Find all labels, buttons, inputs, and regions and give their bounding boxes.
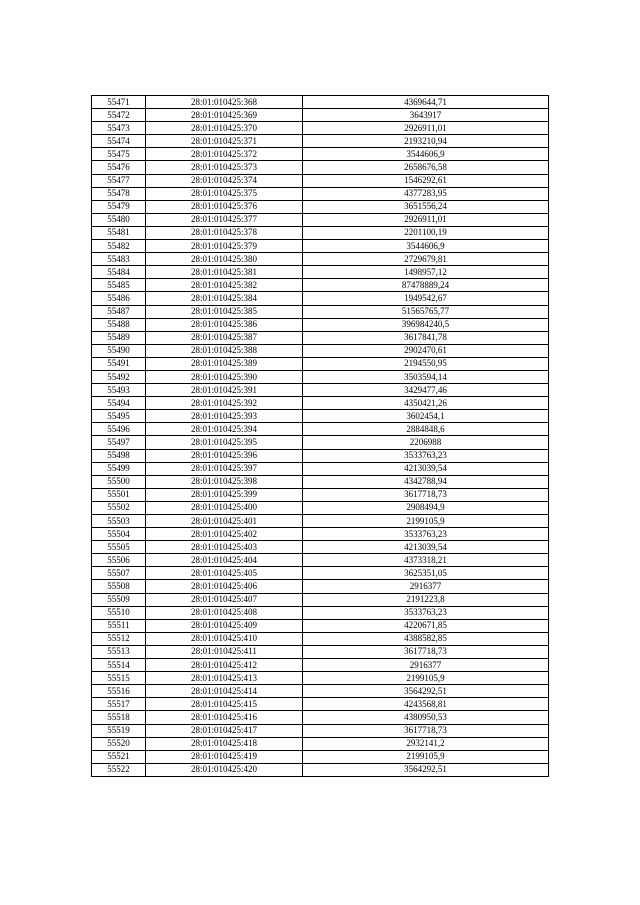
table-row bbox=[92, 449, 549, 462]
row-number-cell: 55501 bbox=[92, 488, 146, 501]
row-number-cell: 55512 bbox=[92, 632, 146, 645]
cadastral-number-cell: 28:01:010425:417 bbox=[146, 724, 303, 737]
cadastral-number-cell: 28:01:010425:374 bbox=[146, 174, 303, 187]
cadastral-number-cell: 28:01:010425:399 bbox=[146, 488, 303, 501]
value-cell: 4369644,71 bbox=[303, 96, 549, 109]
value-cell: 3533763,23 bbox=[303, 449, 549, 462]
cadastral-value-table bbox=[91, 95, 549, 777]
table-row bbox=[92, 109, 549, 122]
table-row bbox=[92, 672, 549, 685]
value-cell: 2193210,94 bbox=[303, 135, 549, 148]
row-number-cell: 55502 bbox=[92, 501, 146, 514]
cadastral-number-cell: 28:01:010425:406 bbox=[146, 580, 303, 593]
value-cell: 2932141,2 bbox=[303, 737, 549, 750]
table-row bbox=[92, 619, 549, 632]
cadastral-number-cell: 28:01:010425:376 bbox=[146, 200, 303, 213]
value-cell: 1949542,67 bbox=[303, 292, 549, 305]
cadastral-number-cell: 28:01:010425:379 bbox=[146, 240, 303, 253]
value-cell: 3625351,05 bbox=[303, 567, 549, 580]
table-row bbox=[92, 462, 549, 475]
table-row bbox=[92, 711, 549, 724]
value-cell: 3602454,1 bbox=[303, 410, 549, 423]
value-cell: 4388582,85 bbox=[303, 632, 549, 645]
row-number-cell: 55511 bbox=[92, 619, 146, 632]
row-number-cell: 55507 bbox=[92, 567, 146, 580]
cadastral-number-cell: 28:01:010425:408 bbox=[146, 606, 303, 619]
cadastral-number-cell: 28:01:010425:368 bbox=[146, 96, 303, 109]
row-number-cell: 55516 bbox=[92, 685, 146, 698]
table-row bbox=[92, 148, 549, 161]
row-number-cell: 55499 bbox=[92, 462, 146, 475]
row-number-cell: 55477 bbox=[92, 174, 146, 187]
table-row bbox=[92, 253, 549, 266]
row-number-cell: 55520 bbox=[92, 737, 146, 750]
row-number-cell: 55476 bbox=[92, 161, 146, 174]
cadastral-number-cell: 28:01:010425:411 bbox=[146, 645, 303, 658]
cadastral-number-cell: 28:01:010425:416 bbox=[146, 711, 303, 724]
value-cell: 2916377 bbox=[303, 659, 549, 672]
row-number-cell: 55519 bbox=[92, 724, 146, 737]
row-number-cell: 55485 bbox=[92, 279, 146, 292]
table-row bbox=[92, 698, 549, 711]
value-cell: 3617718,73 bbox=[303, 724, 549, 737]
value-cell: 3544606,9 bbox=[303, 148, 549, 161]
table-row bbox=[92, 266, 549, 279]
table-row bbox=[92, 632, 549, 645]
value-cell: 2199105,9 bbox=[303, 750, 549, 763]
table-row bbox=[92, 567, 549, 580]
row-number-cell: 55488 bbox=[92, 318, 146, 331]
table-row bbox=[92, 384, 549, 397]
table-row bbox=[92, 501, 549, 514]
value-cell: 3564292,51 bbox=[303, 763, 549, 776]
row-number-cell: 55491 bbox=[92, 357, 146, 370]
cadastral-number-cell: 28:01:010425:402 bbox=[146, 528, 303, 541]
value-cell: 2194550,95 bbox=[303, 357, 549, 370]
cadastral-number-cell: 28:01:010425:403 bbox=[146, 541, 303, 554]
row-number-cell: 55504 bbox=[92, 528, 146, 541]
table-row bbox=[92, 331, 549, 344]
row-number-cell: 55506 bbox=[92, 554, 146, 567]
table-row bbox=[92, 213, 549, 226]
cadastral-number-cell: 28:01:010425:386 bbox=[146, 318, 303, 331]
value-cell: 2902470,61 bbox=[303, 344, 549, 357]
row-number-cell: 55473 bbox=[92, 122, 146, 135]
cadastral-number-cell: 28:01:010425:413 bbox=[146, 672, 303, 685]
row-number-cell: 55483 bbox=[92, 253, 146, 266]
table-row bbox=[92, 528, 549, 541]
row-number-cell: 55492 bbox=[92, 370, 146, 383]
value-cell: 4220671,85 bbox=[303, 619, 549, 632]
value-cell: 4213039,54 bbox=[303, 541, 549, 554]
cadastral-number-cell: 28:01:010425:384 bbox=[146, 292, 303, 305]
table-row bbox=[92, 410, 549, 423]
value-cell: 3429477,46 bbox=[303, 384, 549, 397]
value-cell: 4380950,53 bbox=[303, 711, 549, 724]
table-body bbox=[92, 96, 549, 777]
row-number-cell: 55478 bbox=[92, 187, 146, 200]
value-cell: 4243568,81 bbox=[303, 698, 549, 711]
value-cell: 3651556,24 bbox=[303, 200, 549, 213]
row-number-cell: 55493 bbox=[92, 384, 146, 397]
value-cell: 4373318,21 bbox=[303, 554, 549, 567]
cadastral-number-cell: 28:01:010425:385 bbox=[146, 305, 303, 318]
value-cell: 3544606,9 bbox=[303, 240, 549, 253]
cadastral-number-cell: 28:01:010425:373 bbox=[146, 161, 303, 174]
table-row bbox=[92, 200, 549, 213]
row-number-cell: 55484 bbox=[92, 266, 146, 279]
value-cell: 3533763,23 bbox=[303, 606, 549, 619]
cadastral-number-cell: 28:01:010425:370 bbox=[146, 122, 303, 135]
cadastral-number-cell: 28:01:010425:419 bbox=[146, 750, 303, 763]
table-row bbox=[92, 737, 549, 750]
row-number-cell: 55496 bbox=[92, 423, 146, 436]
row-number-cell: 55472 bbox=[92, 109, 146, 122]
table-row bbox=[92, 554, 549, 567]
value-cell: 2884848,6 bbox=[303, 423, 549, 436]
cadastral-number-cell: 28:01:010425:401 bbox=[146, 515, 303, 528]
cadastral-number-cell: 28:01:010425:414 bbox=[146, 685, 303, 698]
cadastral-number-cell: 28:01:010425:418 bbox=[146, 737, 303, 750]
cadastral-number-cell: 28:01:010425:392 bbox=[146, 397, 303, 410]
cadastral-number-cell: 28:01:010425:388 bbox=[146, 344, 303, 357]
cadastral-number-cell: 28:01:010425:404 bbox=[146, 554, 303, 567]
table-row bbox=[92, 606, 549, 619]
cadastral-number-cell: 28:01:010425:391 bbox=[146, 384, 303, 397]
row-number-cell: 55503 bbox=[92, 515, 146, 528]
cadastral-number-cell: 28:01:010425:407 bbox=[146, 593, 303, 606]
row-number-cell: 55482 bbox=[92, 240, 146, 253]
cadastral-number-cell: 28:01:010425:409 bbox=[146, 619, 303, 632]
table-row bbox=[92, 593, 549, 606]
table-row bbox=[92, 357, 549, 370]
table-row bbox=[92, 645, 549, 658]
table-row bbox=[92, 515, 549, 528]
row-number-cell: 55514 bbox=[92, 659, 146, 672]
row-number-cell: 55480 bbox=[92, 213, 146, 226]
value-cell: 3617841,78 bbox=[303, 331, 549, 344]
row-number-cell: 55494 bbox=[92, 397, 146, 410]
value-cell: 3503594,14 bbox=[303, 370, 549, 383]
value-cell: 2926911,01 bbox=[303, 122, 549, 135]
cadastral-number-cell: 28:01:010425:389 bbox=[146, 357, 303, 370]
row-number-cell: 55521 bbox=[92, 750, 146, 763]
cadastral-number-cell: 28:01:010425:395 bbox=[146, 436, 303, 449]
value-cell: 2206988 bbox=[303, 436, 549, 449]
table-row bbox=[92, 279, 549, 292]
row-number-cell: 55495 bbox=[92, 410, 146, 423]
row-number-cell: 55486 bbox=[92, 292, 146, 305]
value-cell: 3533763,23 bbox=[303, 528, 549, 541]
value-cell: 4213039,54 bbox=[303, 462, 549, 475]
cadastral-number-cell: 28:01:010425:393 bbox=[146, 410, 303, 423]
table-row bbox=[92, 423, 549, 436]
value-cell: 87478889,24 bbox=[303, 279, 549, 292]
table-row bbox=[92, 750, 549, 763]
cadastral-number-cell: 28:01:010425:400 bbox=[146, 501, 303, 514]
row-number-cell: 55475 bbox=[92, 148, 146, 161]
table-row bbox=[92, 436, 549, 449]
table-row bbox=[92, 292, 549, 305]
cadastral-number-cell: 28:01:010425:369 bbox=[146, 109, 303, 122]
row-number-cell: 55474 bbox=[92, 135, 146, 148]
cadastral-number-cell: 28:01:010425:380 bbox=[146, 253, 303, 266]
row-number-cell: 55490 bbox=[92, 344, 146, 357]
value-cell: 4377283,95 bbox=[303, 187, 549, 200]
row-number-cell: 55510 bbox=[92, 606, 146, 619]
table-row bbox=[92, 659, 549, 672]
table-row bbox=[92, 397, 549, 410]
row-number-cell: 55489 bbox=[92, 331, 146, 344]
value-cell: 2201100,19 bbox=[303, 226, 549, 239]
value-cell: 2199105,9 bbox=[303, 672, 549, 685]
value-cell: 1498957,12 bbox=[303, 266, 549, 279]
table-row bbox=[92, 122, 549, 135]
row-number-cell: 55509 bbox=[92, 593, 146, 606]
table-row bbox=[92, 226, 549, 239]
row-number-cell: 55481 bbox=[92, 226, 146, 239]
table-row bbox=[92, 541, 549, 554]
value-cell: 2191223,8 bbox=[303, 593, 549, 606]
cadastral-number-cell: 28:01:010425:387 bbox=[146, 331, 303, 344]
row-number-cell: 55498 bbox=[92, 449, 146, 462]
cadastral-number-cell: 28:01:010425:398 bbox=[146, 475, 303, 488]
value-cell: 3617718,73 bbox=[303, 645, 549, 658]
row-number-cell: 55518 bbox=[92, 711, 146, 724]
row-number-cell: 55522 bbox=[92, 763, 146, 776]
table-row bbox=[92, 240, 549, 253]
value-cell: 396984240,5 bbox=[303, 318, 549, 331]
table-row bbox=[92, 724, 549, 737]
value-cell: 4350421,26 bbox=[303, 397, 549, 410]
value-cell: 2729679,81 bbox=[303, 253, 549, 266]
cadastral-number-cell: 28:01:010425:371 bbox=[146, 135, 303, 148]
table-row bbox=[92, 96, 549, 109]
row-number-cell: 55471 bbox=[92, 96, 146, 109]
row-number-cell: 55479 bbox=[92, 200, 146, 213]
table-row bbox=[92, 318, 549, 331]
cadastral-number-cell: 28:01:010425:396 bbox=[146, 449, 303, 462]
table-row bbox=[92, 344, 549, 357]
row-number-cell: 55513 bbox=[92, 645, 146, 658]
value-cell: 1546292,61 bbox=[303, 174, 549, 187]
cadastral-number-cell: 28:01:010425:410 bbox=[146, 632, 303, 645]
row-number-cell: 55515 bbox=[92, 672, 146, 685]
value-cell: 2908494,9 bbox=[303, 501, 549, 514]
row-number-cell: 55505 bbox=[92, 541, 146, 554]
cadastral-number-cell: 28:01:010425:381 bbox=[146, 266, 303, 279]
table-row bbox=[92, 174, 549, 187]
row-number-cell: 55517 bbox=[92, 698, 146, 711]
cadastral-number-cell: 28:01:010425:397 bbox=[146, 462, 303, 475]
cadastral-number-cell: 28:01:010425:377 bbox=[146, 213, 303, 226]
row-number-cell: 55508 bbox=[92, 580, 146, 593]
table-row bbox=[92, 580, 549, 593]
value-cell: 2926911,01 bbox=[303, 213, 549, 226]
value-cell: 3643917 bbox=[303, 109, 549, 122]
cadastral-number-cell: 28:01:010425:415 bbox=[146, 698, 303, 711]
cadastral-number-cell: 28:01:010425:394 bbox=[146, 423, 303, 436]
cadastral-number-cell: 28:01:010425:420 bbox=[146, 763, 303, 776]
value-cell: 3564292,51 bbox=[303, 685, 549, 698]
table-row bbox=[92, 135, 549, 148]
row-number-cell: 55487 bbox=[92, 305, 146, 318]
value-cell: 2199105,9 bbox=[303, 515, 549, 528]
cadastral-number-cell: 28:01:010425:390 bbox=[146, 370, 303, 383]
table-row bbox=[92, 488, 549, 501]
table-row bbox=[92, 187, 549, 200]
table-row bbox=[92, 305, 549, 318]
table-row bbox=[92, 161, 549, 174]
cadastral-number-cell: 28:01:010425:378 bbox=[146, 226, 303, 239]
row-number-cell: 55500 bbox=[92, 475, 146, 488]
table-row bbox=[92, 370, 549, 383]
table-row bbox=[92, 763, 549, 776]
cadastral-number-cell: 28:01:010425:372 bbox=[146, 148, 303, 161]
cadastral-number-cell: 28:01:010425:412 bbox=[146, 659, 303, 672]
value-cell: 51565765,77 bbox=[303, 305, 549, 318]
value-cell: 3617718,73 bbox=[303, 488, 549, 501]
cadastral-number-cell: 28:01:010425:375 bbox=[146, 187, 303, 200]
value-cell: 4342788,94 bbox=[303, 475, 549, 488]
cadastral-number-cell: 28:01:010425:382 bbox=[146, 279, 303, 292]
value-cell: 2658676,58 bbox=[303, 161, 549, 174]
row-number-cell: 55497 bbox=[92, 436, 146, 449]
cadastral-number-cell: 28:01:010425:405 bbox=[146, 567, 303, 580]
table-row bbox=[92, 685, 549, 698]
value-cell: 2916377 bbox=[303, 580, 549, 593]
table-row bbox=[92, 475, 549, 488]
